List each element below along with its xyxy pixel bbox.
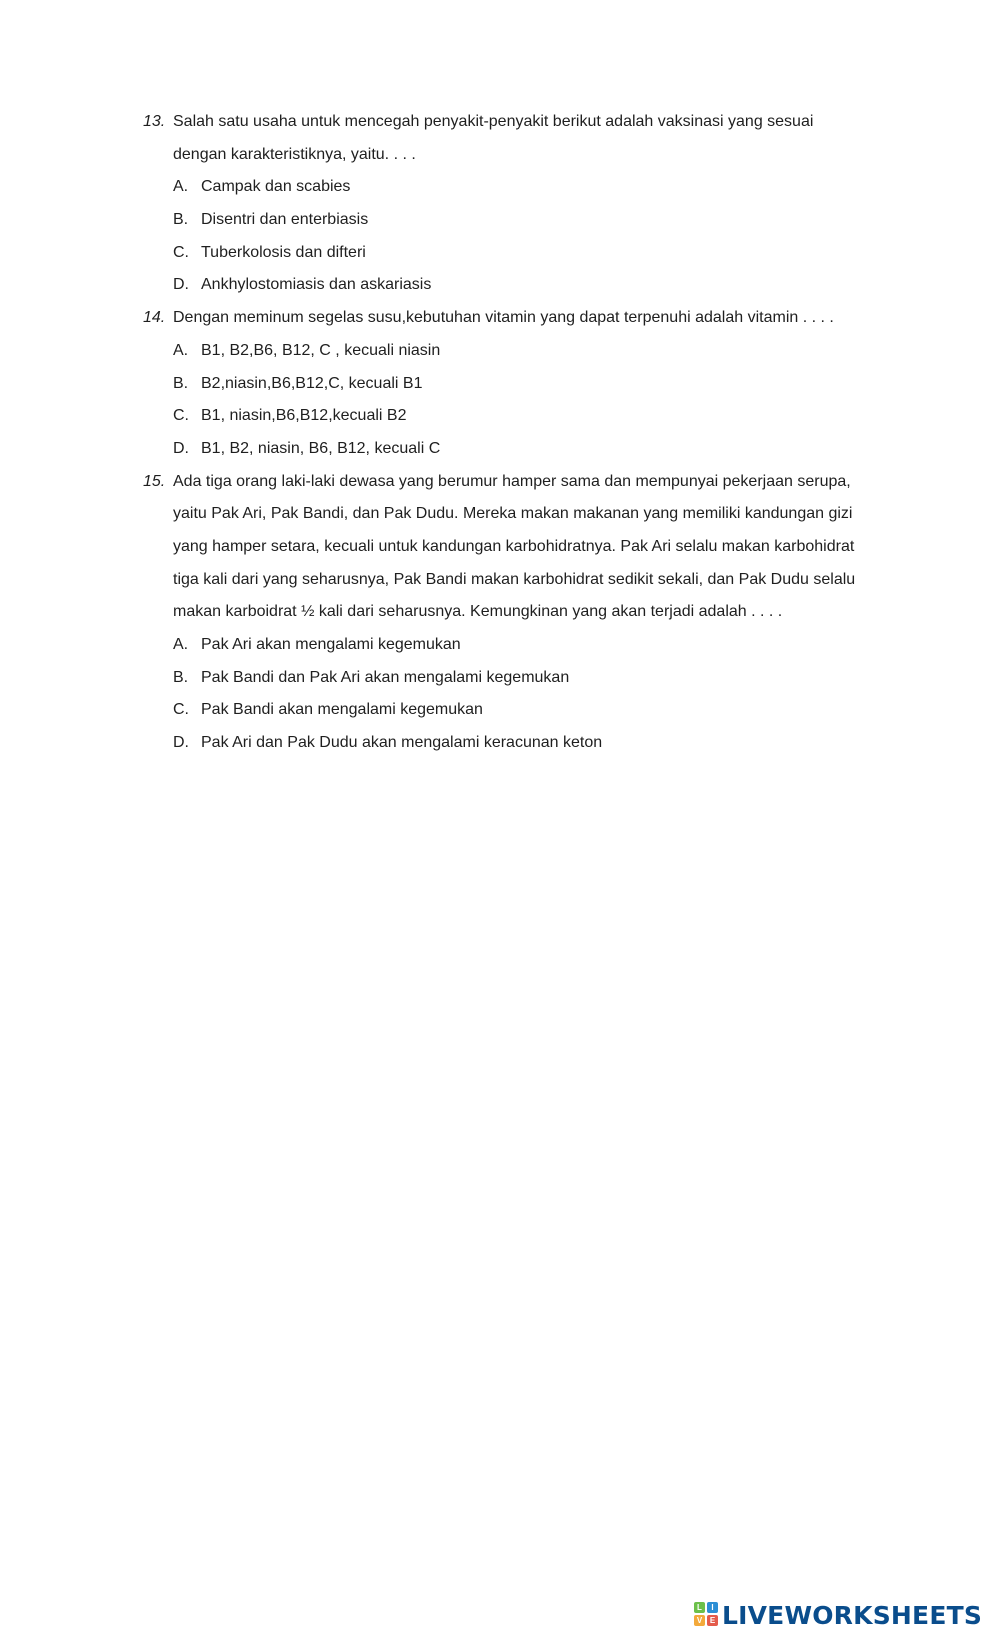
option-text: Disentri dan enterbiasis bbox=[201, 211, 369, 229]
question-number: 14. bbox=[143, 309, 166, 327]
question-line bbox=[143, 504, 883, 537]
liveworksheets-logo-text: LIVEWORKSHEETS bbox=[722, 1600, 983, 1630]
logo-cell-i: I bbox=[707, 1602, 718, 1613]
option-text: Pak Bandi akan mengalami kegemukan bbox=[201, 701, 483, 719]
question-first-line bbox=[143, 308, 883, 341]
question-list bbox=[143, 112, 883, 766]
option-text: Pak Ari dan Pak Dudu akan mengalami keracunan keton bbox=[201, 734, 603, 752]
answer-option bbox=[143, 635, 883, 668]
option-letter: D. bbox=[173, 734, 189, 752]
option-text: Campak dan scabies bbox=[201, 178, 351, 196]
option-letter: B. bbox=[173, 374, 189, 392]
logo-cell-v: V bbox=[694, 1615, 705, 1626]
option-text: Tuberkolosis dan difteri bbox=[201, 243, 366, 261]
question-text: dengan karakteristiknya, yaitu. . . . bbox=[173, 145, 416, 163]
option-text: B1, B2, niasin, B6, B12, kecuali C bbox=[201, 439, 441, 457]
answer-option bbox=[143, 406, 883, 439]
question-number: 15. bbox=[143, 472, 166, 490]
option-letter: B. bbox=[173, 211, 189, 229]
option-letter: C. bbox=[173, 243, 189, 261]
logo-cell-e: E bbox=[707, 1615, 718, 1626]
option-letter: B. bbox=[173, 668, 189, 686]
option-letter: D. bbox=[173, 276, 189, 294]
answer-option bbox=[143, 733, 883, 766]
answer-option bbox=[143, 668, 883, 701]
question-text: Salah satu usaha untuk mencegah penyakit-penyakit berikut adalah vaksinasi yang sesuai bbox=[173, 113, 814, 130]
question-text: yang hamper setara, kecuali untuk kandungan karbohidratnya. Pak Ari selalu makan karbohidrat bbox=[173, 537, 855, 555]
answer-option bbox=[143, 275, 883, 308]
option-letter: A. bbox=[173, 636, 189, 653]
answer-option bbox=[143, 210, 883, 243]
question-line bbox=[143, 602, 883, 635]
liveworksheets-logo bbox=[694, 1600, 982, 1630]
option-text: Pak Ari akan mengalami kegemukan bbox=[201, 636, 461, 653]
answer-option bbox=[143, 374, 883, 407]
answer-option bbox=[143, 177, 883, 210]
answer-option bbox=[143, 700, 883, 733]
answer-option bbox=[143, 243, 883, 276]
liveworksheets-logo-icon bbox=[694, 1602, 720, 1628]
question-text: tiga kali dari yang seharusnya, Pak Bandi makan karbohidrat sedikit sekali, dan Pak Dudu selalu bbox=[173, 570, 856, 588]
logo-cell-l: L bbox=[694, 1602, 705, 1613]
option-letter: C. bbox=[173, 701, 189, 719]
answer-option bbox=[143, 439, 883, 472]
answer-option bbox=[143, 341, 883, 374]
question-text: yaitu Pak Ari, Pak Bandi, dan Pak Dudu. Mereka makan makanan yang memiliki kandungan gizi bbox=[173, 505, 853, 523]
question-text: makan karboidrat ½ kali dari seharusnya. Kemungkinan yang akan terjadi adalah . . . . bbox=[173, 603, 783, 621]
option-text: Ankhylostomiasis dan askariasis bbox=[201, 276, 432, 294]
option-text: B1, niasin,B6,B12,kecuali B2 bbox=[201, 407, 407, 425]
question-text: Ada tiga orang laki-laki dewasa yang berumur hamper sama dan mempunyai pekerjaan serupa, bbox=[173, 472, 851, 490]
question-first-line bbox=[143, 112, 883, 145]
question-line bbox=[143, 145, 883, 178]
question-first-line bbox=[143, 472, 883, 505]
question-number: 13. bbox=[143, 113, 166, 130]
option-letter: A. bbox=[173, 178, 189, 196]
question-text: Dengan meminum segelas susu,kebutuhan vitamin yang dapat terpenuhi adalah vitamin . . . . bbox=[173, 309, 834, 327]
option-letter: D. bbox=[173, 439, 189, 457]
option-text: Pak Bandi dan Pak Ari akan mengalami kegemukan bbox=[201, 668, 570, 686]
option-text: B2,niasin,B6,B12,C, kecuali B1 bbox=[201, 374, 423, 392]
option-letter: C. bbox=[173, 407, 189, 425]
option-text: B1, B2,B6, B12, C , kecuali niasin bbox=[201, 341, 441, 359]
option-letter: A. bbox=[173, 341, 189, 359]
question-line bbox=[143, 570, 883, 603]
question-line bbox=[143, 537, 883, 570]
